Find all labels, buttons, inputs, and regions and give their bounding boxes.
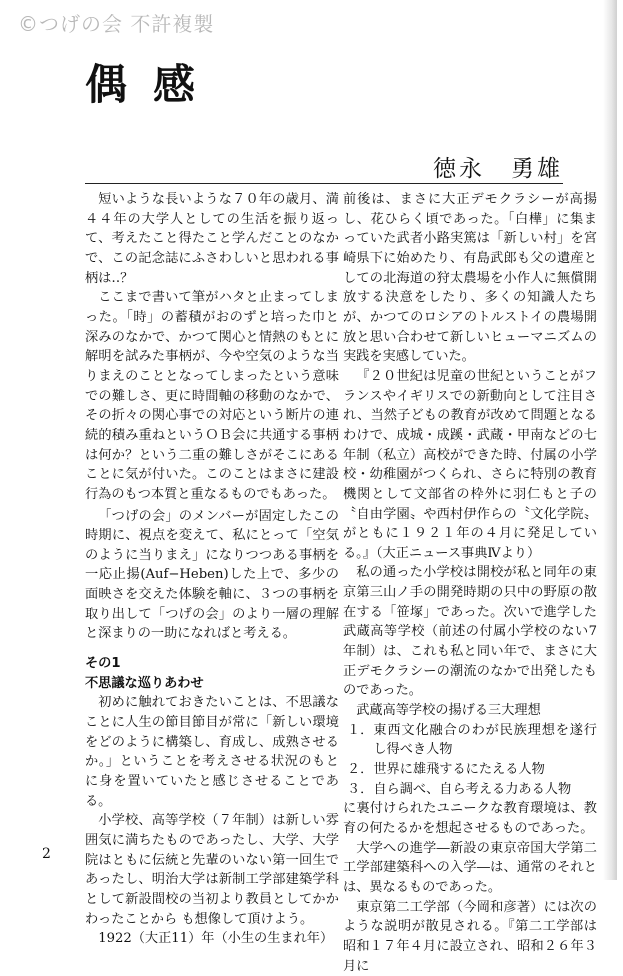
left-column (85, 190, 339, 949)
paragraph: 大学への進学―新設の東京帝国大学第二工学部建築科への入学―は、通常のそれとは、異なるものであった。 (343, 840, 597, 895)
copyright-watermark: ©つげの会 不許複製 (18, 12, 215, 36)
paragraph: 東京第二工学部（今岡和彦著）には次のような説明が散見される。『第二工学部は昭和１７年４月に設立され、昭和２６年３月に (343, 899, 597, 974)
section-title: 不思議な巡りあわせ (85, 675, 204, 691)
page-edge-shadow (603, 0, 617, 880)
right-column (343, 190, 597, 976)
paragraph: 初めに触れておきたいことは、不思議なことに人生の節目節目が常に「新しい環境をどのように構築し、育成し、成熟させるか。」ということを考えさせる状況のもとに身を置いていたと感じさせることである。 (85, 695, 339, 809)
section-label: その1 (85, 656, 121, 672)
paragraph: 『２０世紀は児童の世紀ということがフランスやイギリスでの新動向として注目され、当然子どもの教育が改めて問題となるわけで、成城・成蹊・武蔵・甲南などの七年制（私立）高校ができた時、付属の小学校・幼稚園がつくられ、さらに特別の教育機関として文部省の枠外に羽仁もと子の〝自由学園〟や西村伊作らの〝文化学院〟がともに１９２１年の４月に発足している。』（大正ニュース事典Ⅳより） (343, 368, 597, 561)
list-item: ３． 自ら調べ、自ら考える力ある人物 (346, 781, 572, 797)
page-title: 偶感 (85, 60, 222, 109)
ideals-title: 武蔵高等学校の揚げる三大理想 (356, 703, 541, 719)
ideals-list (343, 721, 597, 800)
paragraph: 「つげの会」のメンバーが固定したこの時期に、視点を変えて、私にとって「空気のように当りまえ」になりつつある事柄を一応止揚(Auf−Heben)した上で、多少の面映さを交えた体験を軸に、３つの事柄を取り出して「つげの会」のより一層の理解と深まりの一助になればと考える。 (85, 508, 339, 642)
title-divider (85, 183, 563, 184)
paragraph: ここまで書いて筆がハタと止まってしまった。「時」の蓄積がおのずと培った巾と深みのなかで、かつて関心と情熱のもとに解明を試みた事柄が、今や空気のような当りまえのこととなってしまったという意味での難しさ、更に時間軸の移動のなかで、その折々の関心事での対応という断片の連続的積み重ねというＯＢ会に共通する事柄は何か？という二重の難しさがそこにあることに気が付いた。このことはまさに建設行為のもつ本質と重なるものでもあった。 (85, 290, 339, 502)
list-item: １． 東西文化融合のわが民族理想を遂行し得べき人物 (346, 722, 597, 758)
paragraph: 短いような長いような７０年の歳月、満４４年の大学人としての生活を振り返って、考えたこと得たこと学んだことのなかで、この記念誌にふさわしいと思われる事柄は‥？ (85, 192, 339, 286)
page-number: 2 (42, 846, 51, 862)
list-item: ２． 世界に雄飛するにたえる人物 (346, 762, 545, 778)
paragraph: に裏付けられたユニークな教育環境は、教育の何たるかを想起させるものであった。 (343, 801, 597, 836)
author-name: 徳永 勇雄 (433, 156, 563, 182)
paragraph: 小学校、高等学校（７年制）は新しい雰囲気に満ちたものであったし、大学、大学院はともに伝統と先輩のいない第一回生であったし、明治大学は新制工学部建築学科として新設間校の当初より教員としてかかわったことから も想像して頂けよう。 (85, 813, 339, 927)
paragraph: 私の通った小学校は開校が私と同年の東京第三山ノ手の開発時期の只中の野原の散在する「笹塚」であった。次いで進学した武蔵高等学校（前述の付属小学校のない7年制）は、これも私と同い年で、まさに大正デモクラシーの潮流のなかで出発したものであった。 (343, 565, 597, 699)
paragraph: 前後は、まさに大正デモクラシーが高揚し、花ひらく頃であった。「白樺」に集まっていた武者小路実篤は「新しい村」を宮崎県下に始めたり、有島武郎も父の遺産としての北海道の狩太農場を小作人に無償開放する決意をしたり、多くの知識人たちが、かつてのロシアのトルストイの農場開放と思い合わせて新しいヒューマニズムの実践を実感していた。 (343, 192, 597, 365)
paragraph: 1922（大正11）年（小生の生まれ年） (98, 931, 334, 947)
